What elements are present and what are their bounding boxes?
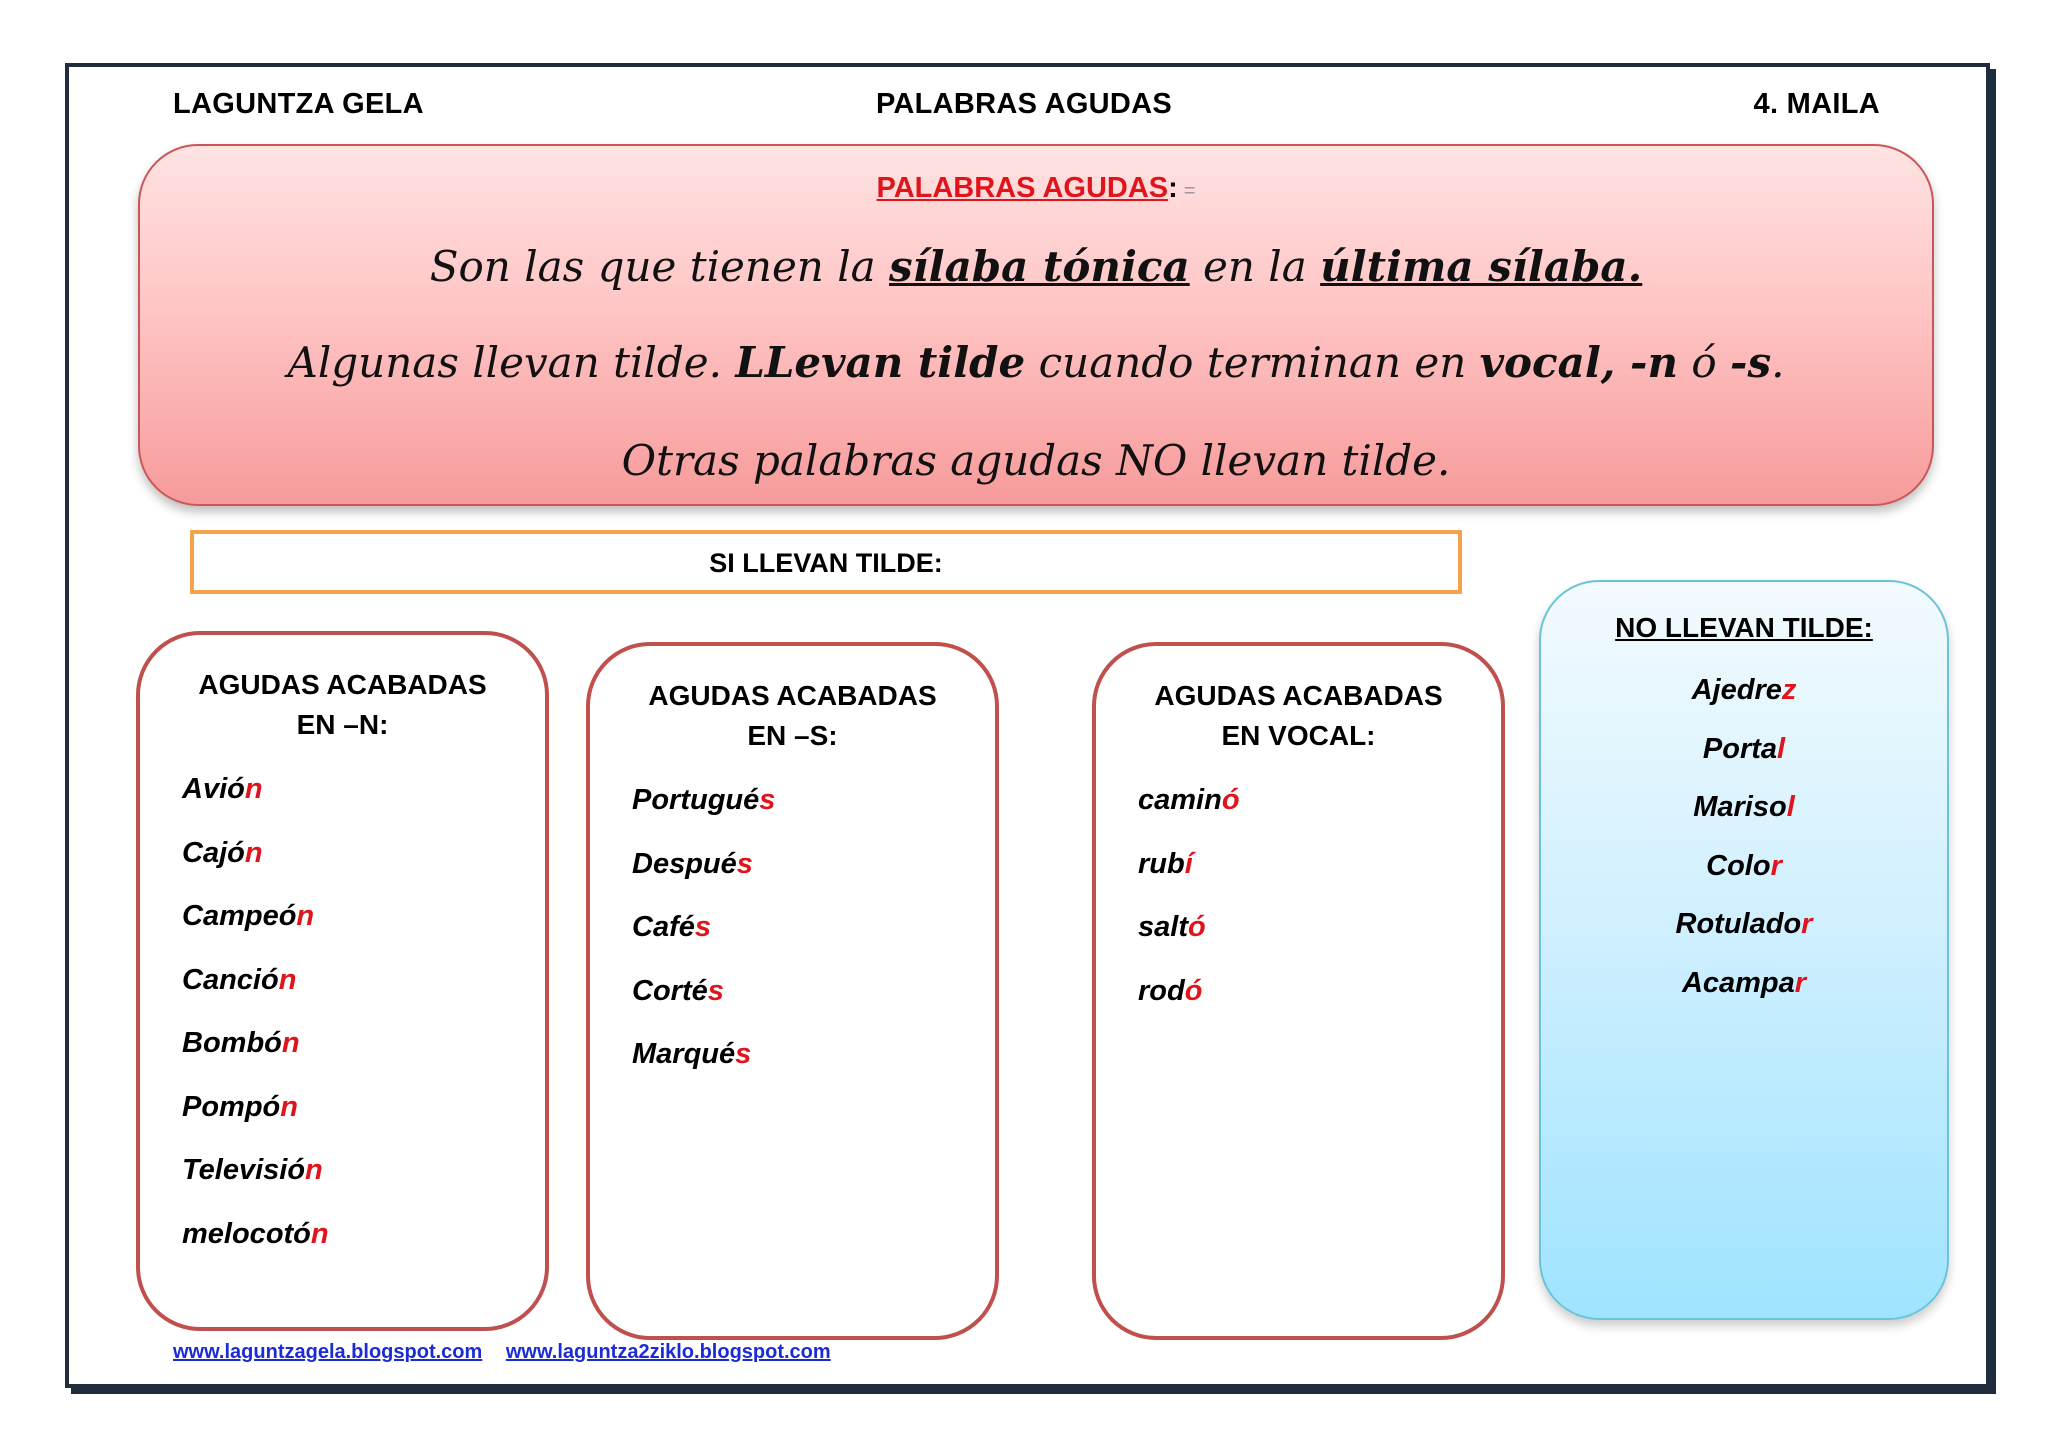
column-title-line1: AGUDAS ACABADAS	[648, 680, 937, 711]
column-agudas-vocal	[1092, 642, 1505, 1340]
line2-s: -s	[1730, 338, 1772, 387]
column-agudas-s	[586, 642, 999, 1340]
word-ending: ó	[1221, 784, 1240, 816]
definition-title	[140, 172, 1932, 205]
line2-part-c: cuando terminan en	[1025, 338, 1480, 387]
word-stem: rod	[1138, 974, 1185, 1007]
column-title-line1: AGUDAS ACABADAS	[198, 669, 487, 700]
word-stem: Marqué	[632, 1038, 736, 1070]
word-stem: Colo	[1706, 849, 1771, 882]
list-item	[632, 1034, 775, 1098]
word-ending: n	[244, 836, 263, 869]
column-title-line2: EN –N:	[296, 709, 389, 740]
word-ending: n	[305, 1154, 323, 1186]
line1-ultima-silaba: última sílaba.	[1320, 242, 1643, 291]
list-item	[182, 1150, 329, 1214]
word-stem: Despué	[632, 847, 737, 880]
list-item	[182, 896, 329, 960]
list-item	[1541, 904, 1947, 963]
word-stem: Mariso	[1693, 791, 1787, 823]
word-stem: Corté	[632, 974, 708, 1007]
definition-line-2	[140, 338, 1932, 387]
list-item	[182, 1087, 329, 1151]
definition-title-text: PALABRAS AGUDAS	[876, 172, 1169, 204]
word-stem: rub	[1138, 847, 1185, 880]
word-ending: r	[1794, 966, 1807, 999]
word-ending: ó	[1187, 911, 1206, 943]
list-item	[632, 971, 775, 1035]
word-ending: n	[296, 900, 315, 932]
list-item	[1541, 729, 1947, 788]
list-item	[1541, 846, 1947, 905]
word-list	[1541, 670, 1947, 1021]
list-item	[182, 833, 329, 897]
word-stem: camin	[1138, 784, 1222, 816]
list-item	[182, 769, 329, 833]
line2-llevan-tilde: LLevan tilde	[735, 338, 1026, 387]
word-ending: ó	[1184, 974, 1203, 1007]
word-ending: í	[1184, 847, 1193, 880]
header-left: LAGUNTZA GELA	[173, 88, 424, 120]
word-stem: Cajó	[182, 836, 245, 869]
column-title	[590, 676, 995, 756]
word-stem: Pompó	[182, 1090, 281, 1123]
word-ending: n	[278, 963, 297, 996]
list-item	[1541, 670, 1947, 729]
no-llevan-tilde-title: NO LLEVAN TILDE:	[1615, 612, 1873, 643]
footer-link-laguntzagela[interactable]: www.laguntzagela.blogspot.com	[173, 1341, 483, 1363]
footer	[173, 1341, 849, 1364]
word-stem: Café	[632, 911, 695, 943]
word-stem: Ajedre	[1691, 674, 1782, 706]
word-stem: melocotó	[182, 1217, 311, 1250]
column-title-line2: EN VOCAL:	[1221, 720, 1376, 751]
word-ending: s	[736, 847, 753, 880]
list-item	[1138, 780, 1240, 844]
word-ending: n	[281, 1027, 300, 1059]
header-title: PALABRAS AGUDAS	[875, 88, 1173, 120]
word-list	[632, 780, 775, 1098]
list-item	[1541, 787, 1947, 846]
word-stem: Portugué	[632, 784, 760, 816]
header-right: 4. MAILA	[1753, 88, 1880, 120]
list-item	[632, 907, 775, 971]
si-llevan-tilde-banner	[190, 530, 1462, 594]
word-stem: salt	[1138, 911, 1188, 943]
word-ending: r	[1770, 849, 1782, 882]
list-item	[632, 844, 775, 908]
list-item	[182, 1214, 329, 1278]
list-item	[182, 960, 329, 1024]
word-ending: n	[310, 1217, 329, 1250]
word-stem: Bombó	[182, 1027, 282, 1059]
word-ending: s	[735, 1038, 752, 1070]
list-item	[632, 780, 775, 844]
column-title	[1096, 676, 1501, 756]
definition-title-colon: :	[1168, 172, 1178, 204]
word-stem: Acampa	[1681, 966, 1795, 999]
list-item	[1541, 963, 1947, 1022]
word-list	[1138, 780, 1240, 1034]
line1-silaba-tonica: sílaba tónica	[889, 242, 1190, 291]
word-ending: s	[694, 911, 711, 943]
line2-period: .	[1771, 338, 1785, 387]
word-ending: r	[1801, 908, 1813, 940]
word-ending: s	[707, 974, 724, 1007]
si-llevan-tilde-label: SI LLEVAN TILDE:	[709, 548, 943, 578]
footer-link-laguntza2ziklo[interactable]: www.laguntza2ziklo.blogspot.com	[505, 1341, 831, 1363]
definition-line-1	[140, 242, 1932, 291]
column-title-line2: EN –S:	[747, 720, 838, 751]
no-llevan-tilde-box	[1539, 580, 1949, 1320]
word-stem: Canció	[182, 963, 279, 996]
word-ending: l	[1786, 791, 1795, 823]
word-stem: Avió	[182, 773, 245, 805]
line2-vocal-n: vocal, -n	[1479, 338, 1679, 387]
column-title	[140, 665, 545, 745]
word-ending: z	[1781, 674, 1797, 706]
line2-o: ó	[1678, 338, 1731, 387]
word-stem: Porta	[1702, 732, 1778, 765]
line2-part-a: Algunas llevan tilde.	[287, 338, 736, 387]
definition-line-3: Otras palabras agudas NO llevan tilde.	[621, 436, 1451, 485]
word-stem: Televisió	[182, 1154, 306, 1186]
equals-mark: =	[1183, 180, 1196, 202]
column-title-line1: AGUDAS ACABADAS	[1154, 680, 1443, 711]
word-ending: n	[280, 1090, 298, 1123]
list-item	[1138, 844, 1240, 908]
word-stem: Campeó	[182, 900, 297, 932]
list-item	[1138, 907, 1240, 971]
word-ending: l	[1777, 732, 1786, 765]
word-list	[182, 769, 329, 1277]
word-ending: s	[759, 784, 776, 816]
word-ending: n	[244, 773, 263, 805]
list-item	[1138, 971, 1240, 1035]
column-agudas-n	[136, 631, 549, 1331]
word-stem: Rotulado	[1675, 908, 1802, 940]
line1-part-a: Son las que tienen la	[429, 242, 890, 291]
line1-part-c: en la	[1189, 242, 1321, 291]
definition-box	[138, 144, 1934, 506]
list-item	[182, 1023, 329, 1087]
